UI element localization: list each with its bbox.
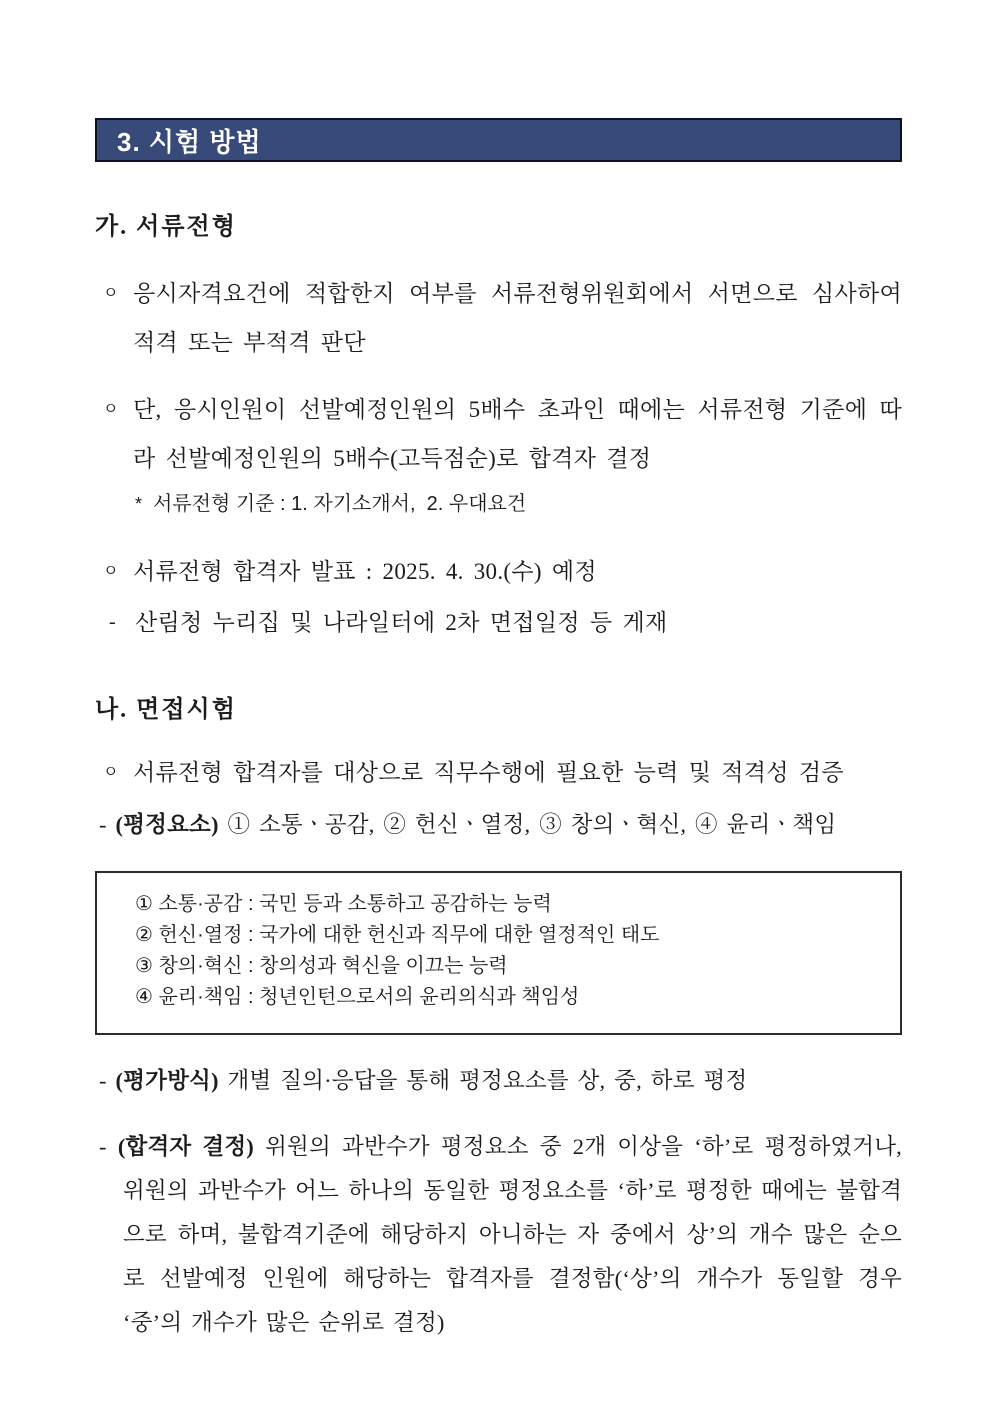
dash-marker: -: [109, 611, 116, 633]
screening-criteria-note-text: 서류전형 기준 : 1. 자기소개서, 2. 우대요건: [153, 493, 527, 515]
interview-bullet-1: [95, 748, 902, 797]
pass-decision-paragraph: [95, 1125, 902, 1345]
rating-elements-text: ① 소통ㆍ공감, ② 헌신ㆍ열정, ③ 창의ㆍ혁신, ④ 윤리ㆍ책임: [227, 812, 837, 837]
rating-elements-line: [95, 803, 902, 847]
evaluation-method-text: 개별 질의·응답을 통해 평정요소를 상, 중, 하로 평정: [227, 1068, 748, 1093]
dash-marker: -: [99, 812, 107, 837]
dash-marker: -: [99, 1068, 107, 1093]
screening-announcement-sub-text: 산림청 누리집 및 나라일터에 2차 면접일정 등 게재: [135, 610, 668, 635]
criteria-line-creativity: ③ 창의·혁신 : 창의성과 혁신을 이끄는 능력: [135, 955, 508, 977]
asterisk-marker: *: [135, 494, 143, 514]
pass-decision-label: (합격자 결정): [117, 1134, 254, 1159]
criteria-line-ethics: ④ 윤리·책임 : 청년인턴으로서의 윤리의식과 책임성: [135, 986, 580, 1008]
dash-marker: -: [99, 1134, 107, 1159]
heading-document-screening: 가. 서류전형: [95, 214, 237, 240]
criteria-line-communication: ① 소통·공감 : 국민 등과 소통하고 공감하는 능력: [135, 893, 552, 915]
screening-bullet-1: [95, 269, 902, 367]
screening-bullet-1-text: 응시자격요건에 적합한지 여부를 서류전형위원회에서 서면으로 심사하여 적격 또는 부적격 판단: [133, 281, 902, 355]
section-title: 3. 시험 방법: [117, 126, 262, 157]
screening-bullet-2: [95, 385, 902, 483]
screening-bullet-3: [95, 547, 902, 596]
heading-interview-exam: 나. 면접시험: [95, 697, 237, 723]
screening-bullet-2-text: 단, 응시인원이 선발예정인원의 5배수 초과인 때에는 서류전형 기준에 따라 선발예정인원의 5배수(고득점순)로 합격자 결정: [133, 397, 902, 471]
interview-bullet-1-text: 서류전형 합격자를 대상으로 직무수행에 필요한 능력 및 적격성 검증: [133, 760, 844, 785]
screening-announcement-sub: [109, 598, 902, 647]
rating-elements-label: (평정요소): [115, 812, 219, 837]
section-title-bar: [95, 118, 902, 162]
pass-decision-text: 위원의 과반수가 평정요소 중 2개 이상을 ‘하’로 평정하였거나, 위원의 과반수가 어느 하나의 동일한 평정요소를 ‘하’로 평정한 때에는 불합격으로 하며, 불합격기준에 해당하지 아니하는 자 중에서 상’의 개수 많은 순으로 선발예정 인원에 해당하는 합격자를 결정함(‘상’의 개수가 동일할 경우 ‘중’의 개수가 많은 순위로 결정): [123, 1134, 903, 1335]
bullet-marker: ㅇ: [103, 401, 119, 418]
bullet-marker: ㅇ: [103, 285, 119, 302]
screening-criteria-note: [135, 489, 902, 519]
evaluation-method-label: (평가방식): [115, 1068, 219, 1093]
criteria-line-dedication: ② 헌신·열정 : 국가에 대한 헌신과 직무에 대한 열정적인 태도: [135, 924, 660, 946]
rating-criteria-box: [95, 871, 902, 1035]
screening-announcement-text: 서류전형 합격자 발표 : 2025. 4. 30.(수) 예정: [133, 559, 597, 584]
bullet-marker: ㅇ: [103, 764, 119, 781]
bullet-marker: ㅇ: [103, 563, 119, 580]
evaluation-method-line: [95, 1059, 902, 1103]
